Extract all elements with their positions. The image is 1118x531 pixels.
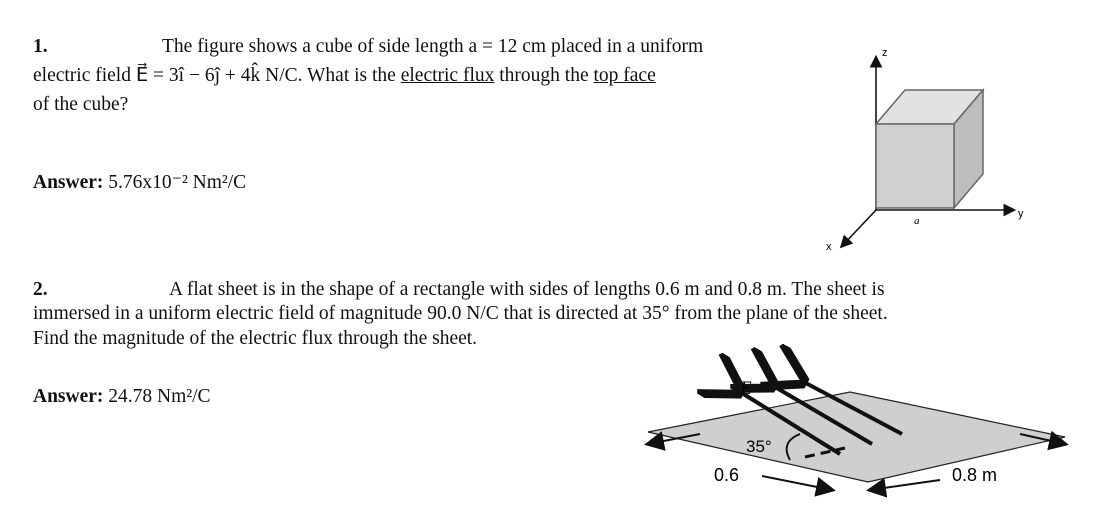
dim-arrow-06 [762,476,832,490]
problem2-line2: immersed in a uniform electric field of magnitude 90.0 N/C that is directed at 35° from the plane of the sheet. [33,303,888,324]
cube-front-face [876,124,954,208]
problem2-answer [33,383,211,410]
problem1-number: 1. [33,36,48,57]
problem1-line3: of the cube? [33,94,129,115]
cube-figure [820,40,1024,253]
problem2-answer-label: Answer: [33,386,104,407]
axis-y-label: y [1018,208,1024,220]
problem2-line1: A flat sheet is in the shape of a rectangle with sides of lengths 0.6 m and 0.8 m. The sheet is [169,279,885,300]
problem2-line3: Find the magnitude of the electric flux through the sheet. [33,328,478,349]
problem2-answer-value: 24.78 Nm²/C [108,386,211,407]
top-face-link: top face [593,65,656,86]
x-axis [842,210,876,246]
problem1-line2 [33,62,656,89]
axis-z-label: z [882,47,888,59]
problem1-answer-value: 5.76x10⁻² Nm²/C [108,172,247,193]
angle-label: 35° [746,437,772,456]
problem1-line2-mid: through the [494,65,594,86]
problem1-line2-start: electric field E⃗ = 3î − 6ĵ + 4k̂ N/C. What is the [33,65,401,86]
side-label-08: 0.8 m [952,465,998,485]
problem1-answer [33,169,246,196]
side-label-06: 0.6 [714,465,740,485]
electric-flux-link: electric flux [400,65,495,86]
axis-x-label: x [826,241,832,253]
sheet-figure [640,372,1100,522]
problem1-answer-label: Answer: [33,172,104,193]
problem1-line1: The figure shows a cube of side length a = 12 cm placed in a uniform [162,36,704,57]
problem2-number: 2. [33,279,48,300]
field-label: E⃗ [740,378,767,399]
cube-side-label: a [914,215,920,227]
dim-arrow-08 [870,480,940,490]
